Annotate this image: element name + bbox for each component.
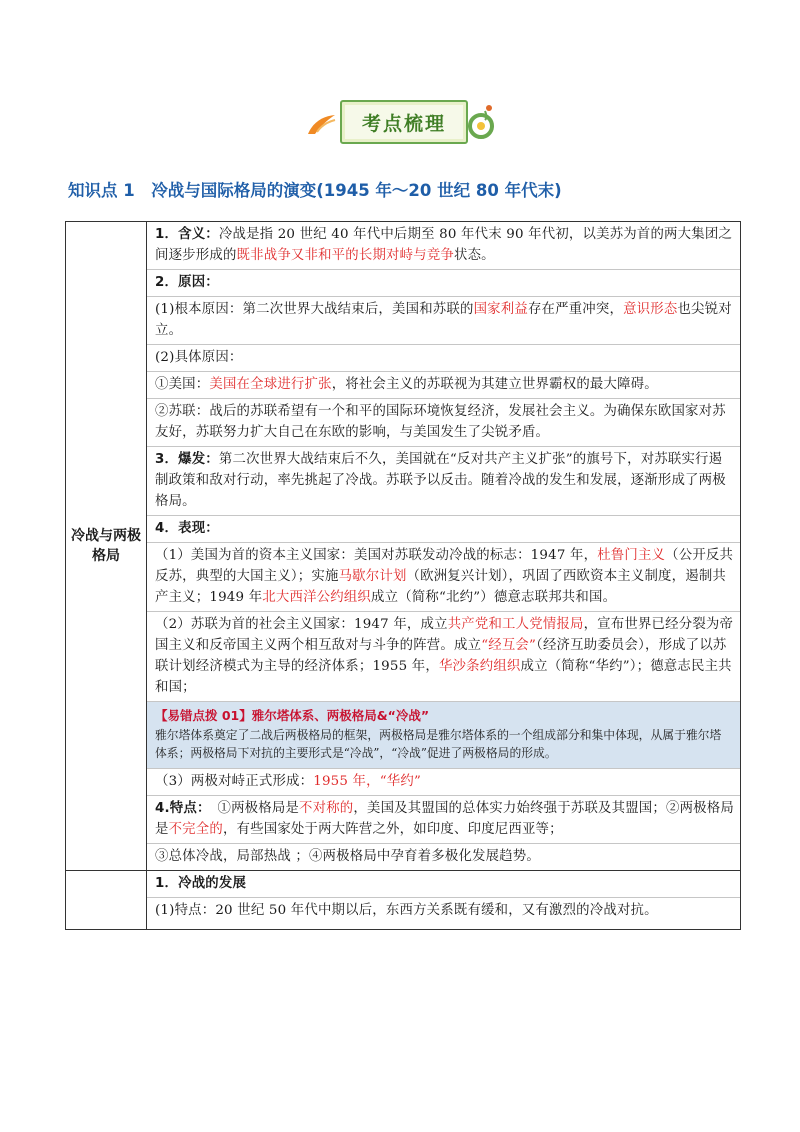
cold-war-development-paragraph: (1)特点：20 世纪 50 年代中期以后，东西方关系既有缓和，又有激烈的冷战对抗。: [155, 903, 658, 918]
row-label: 冷战与两极格局: [71, 528, 141, 564]
features-paragraph: 4.特点： ①两极格局是不对称的，美国及其盟国的总体实力始终强于苏联及其盟国；②两极格局是不完全的，有些国家处于两大阵营之外，如印度、印度尼西亚等；: [147, 796, 740, 844]
banner-frame: [340, 100, 468, 144]
socialist-bloc-paragraph: （2）苏联为首的社会主义国家：1947 年，成立共产党和工人党情报局，宣布世界已经分裂为帝国主义和反帝国主义两个相互敌对与斗争的阵营。成立“经互会”（经济互助委员会），形成了以苏联计划经济模式为主导的经济体系；1955 年，华沙条约组织成立（简称“华约”）；德意志民主共和国；: [147, 612, 740, 702]
section-banner: [305, 98, 495, 146]
banner-title: 考点梳理: [361, 112, 446, 135]
us-cause-paragraph: ①美国：美国在全球进行扩张，将社会主义的苏联视为其建立世界霸权的最大障碍。: [147, 372, 740, 399]
capitalist-bloc-paragraph: （1）美国为首的资本主义国家：美国对苏联发动冷战的标志：1947 年，杜鲁门主义（公开反共反苏，典型的大国主义）；实施马歇尔计划（欧洲复兴计划），巩固了西欧资本主义制度，遏制共产主义；1949 年北大西洋公约组织成立（简称“北约”）德意志联邦共和国。: [147, 543, 740, 612]
content-cell: [147, 871, 741, 930]
snail-swirl-icon: [465, 102, 495, 142]
error-tip-title: 【易错点拨 01】雅尔塔体系、两极格局&“冷战”: [155, 708, 430, 723]
table-row: [66, 871, 741, 930]
definition-paragraph: 1．含义：冷战是指 20 世纪 40 年代中后期至 80 年代末 90 年代初，以美苏为首的两大集团之间逐步形成的既非战争又非和平的长期对峙与竞争状态。: [147, 222, 740, 270]
knowledge-point-heading: 知识点 1 冷战与国际格局的演变(1945 年～20 世纪 80 年代末): [68, 181, 562, 200]
error-tip-box: [147, 702, 740, 769]
outbreak-paragraph: 3．爆发：第二次世界大战结束后不久，美国就在“反对共产主义扩张”的旗号下，对苏联实行遏制政策和敌对行动，率先挑起了冷战。苏联予以反击。随着冷战的发生和发展，逐渐形成了两极格局。: [147, 447, 740, 516]
row-label-cell-empty: [66, 871, 147, 930]
table-row: [66, 222, 741, 871]
cause-heading: 2．原因：: [147, 270, 740, 297]
ussr-cause-paragraph: ②苏联：战后的苏联希望有一个和平的国际环境恢复经济，发展社会主义。为确保东欧国家对苏友好，苏联努力扩大自己在东欧的影响，与美国发生了尖锐矛盾。: [147, 399, 740, 447]
knowledge-table: [65, 221, 741, 930]
specific-cause-label: (2)具体原因：: [147, 345, 740, 372]
error-tip-body: 雅尔塔体系奠定了二战后两极格局的框架，两极格局是雅尔塔体系的一个组成部分和集中体现，从属于雅尔塔体系；两极格局下对抗的主要形式是“冷战”，“冷战”促进了两极格局的形成。: [155, 728, 722, 760]
features-summary-paragraph: ③总体冷战，局部热战 ；④两极格局中孕育着多极化发展趋势。: [155, 849, 540, 864]
cold-war-development-heading: 1．冷战的发展: [147, 871, 740, 898]
performance-heading: 4．表现：: [147, 516, 740, 543]
root-cause-paragraph: (1)根本原因：第二次世界大战结束后，美国和苏联的国家利益存在严重冲突，意识形态也尖锐对立。: [147, 297, 740, 345]
leaf-swoosh-icon: [305, 106, 339, 140]
content-cell: [147, 222, 741, 871]
formal-formation-paragraph: （3）两极对峙正式形成：1955 年，“华约”: [147, 769, 740, 796]
row-label-cell: [66, 222, 147, 871]
